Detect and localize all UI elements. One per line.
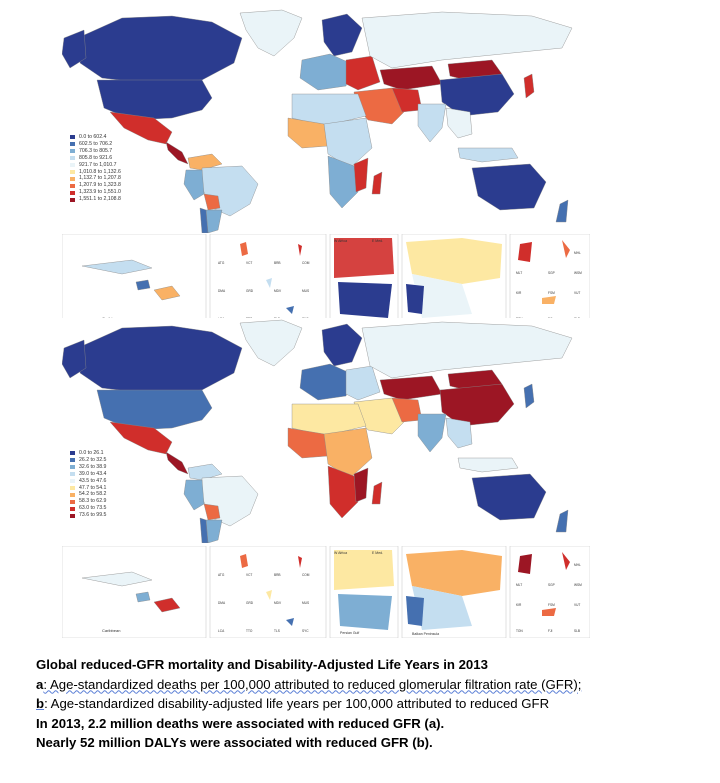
india-shape bbox=[418, 104, 446, 142]
legend-a bbox=[70, 134, 121, 203]
legend-label: 32.6 to 38.9 bbox=[79, 463, 107, 470]
legend-swatch bbox=[70, 177, 75, 181]
inset-panels-b bbox=[62, 546, 590, 638]
legend-item bbox=[70, 155, 121, 162]
island-label: KIR bbox=[516, 291, 522, 295]
legend-label: 54.2 to 58.2 bbox=[79, 491, 107, 498]
w-africa-label: W Africa bbox=[334, 551, 348, 555]
svg-text:Balkan Peninsula: Balkan Peninsula bbox=[412, 632, 440, 636]
legend-label: 0.0 to 26.1 bbox=[79, 450, 104, 456]
island-label: WSM bbox=[574, 583, 582, 587]
island-label: FSM bbox=[548, 291, 555, 295]
legend-label: 73.6 to 99.5 bbox=[79, 512, 107, 519]
island-label: GRD bbox=[246, 601, 254, 605]
figure-caption bbox=[36, 655, 696, 753]
island-label: SYC bbox=[302, 629, 309, 633]
island-label: SGP bbox=[548, 271, 555, 275]
legend-item bbox=[70, 457, 106, 464]
caption-line-b: b: Age-standardized disability-adjusted life years per 100,000 attributed to reduced GFR bbox=[36, 696, 550, 712]
argentina-shape bbox=[206, 210, 222, 233]
legend-swatch bbox=[70, 493, 75, 497]
island-label: TLS bbox=[274, 629, 280, 633]
legend-label: 63.0 to 73.5 bbox=[79, 505, 107, 512]
legend-swatch bbox=[70, 486, 75, 490]
legend-swatch bbox=[70, 184, 75, 188]
legend-swatch bbox=[70, 142, 75, 146]
island-label: COM bbox=[302, 573, 310, 577]
greenland-shape bbox=[240, 10, 302, 56]
island-label: DMA bbox=[218, 289, 226, 293]
legend-item bbox=[70, 478, 106, 485]
canada-shape bbox=[80, 16, 242, 84]
caption-line-a: a: Age-standardized deaths per 100,000 attributed to reduced glomerular filtration rate (GFR); bbox=[36, 676, 582, 692]
madagascar-shape bbox=[372, 172, 382, 194]
legend-label: 921.7 to 1,010.7 bbox=[79, 161, 117, 168]
legend-label: 1,207.9 to 1,323.8 bbox=[79, 182, 121, 189]
legend-item bbox=[70, 505, 106, 512]
balkan-panel-a bbox=[402, 234, 506, 326]
island-label: MHL bbox=[574, 563, 581, 567]
western-europe-shape bbox=[300, 54, 352, 90]
caribbean-panel bbox=[62, 234, 206, 326]
se-asia-shape bbox=[446, 108, 472, 138]
island-label: TON bbox=[516, 629, 523, 633]
insets-b bbox=[62, 546, 590, 638]
legend-label: 1,551.1 to 2,108.8 bbox=[79, 196, 121, 203]
legend-swatch bbox=[70, 465, 75, 469]
island-label: VUT bbox=[574, 603, 581, 607]
island-label: BRB bbox=[274, 261, 281, 265]
kazakhstan-shape bbox=[380, 66, 442, 90]
legend-item bbox=[70, 182, 121, 189]
bolivia-shape bbox=[204, 194, 220, 210]
legend-label: 0.0 to 602.4 bbox=[79, 134, 107, 140]
eastern-europe-shape bbox=[346, 56, 380, 90]
new-zealand-shape bbox=[556, 200, 568, 222]
legend-swatch bbox=[70, 500, 75, 504]
mozambique-shape bbox=[354, 158, 368, 192]
island-label: DMA bbox=[218, 601, 226, 605]
legend-swatch bbox=[70, 507, 75, 511]
caption-dalys-line: Nearly 52 million DALYs were associated with reduced GFR (b). bbox=[36, 735, 433, 751]
legend-label: 26.2 to 32.5 bbox=[79, 456, 107, 463]
svg-text:Caribbean: Caribbean bbox=[102, 628, 121, 633]
japan-shape bbox=[524, 74, 534, 98]
legend-item bbox=[70, 141, 121, 148]
legend-swatch bbox=[70, 479, 75, 483]
island-label: MDV bbox=[274, 601, 282, 605]
legend-item bbox=[70, 196, 121, 203]
legend-swatch bbox=[70, 198, 75, 202]
island-label: MUS bbox=[302, 289, 310, 293]
pacific-panel-a bbox=[510, 234, 590, 326]
island-label: GRD bbox=[246, 289, 254, 293]
island-label: VCT bbox=[246, 261, 253, 265]
island-label: ATG bbox=[218, 573, 225, 577]
island-label: SGP bbox=[548, 583, 555, 587]
island-label: MHL bbox=[574, 251, 581, 255]
legend-label: 47.7 to 54.1 bbox=[79, 484, 107, 491]
island-label: WSM bbox=[574, 271, 582, 275]
legend-item bbox=[70, 175, 121, 182]
island-label: KIR bbox=[516, 603, 522, 607]
russia-shape bbox=[362, 12, 572, 68]
legend-item bbox=[70, 189, 121, 196]
legend-swatch bbox=[70, 156, 75, 160]
caption-title: Global reduced-GFR mortality and Disability-Adjusted Life Years in 2013 bbox=[36, 657, 488, 672]
legend-label: 706.3 to 805.7 bbox=[79, 147, 113, 154]
legend-label: 1,132.7 to 1,207.8 bbox=[79, 175, 121, 182]
island-label: LCA bbox=[218, 629, 225, 633]
island-label: VUT bbox=[574, 291, 581, 295]
island-label: VCT bbox=[246, 573, 253, 577]
legend-item bbox=[70, 498, 106, 505]
legend-swatch bbox=[70, 191, 75, 195]
legend-label: 1,010.8 to 1,132.6 bbox=[79, 168, 121, 175]
legend-item bbox=[70, 471, 106, 478]
australia-shape bbox=[472, 164, 546, 210]
e-med-label: E Med. bbox=[372, 239, 384, 243]
island-label: MLT bbox=[516, 583, 523, 587]
legend-label: 58.3 to 62.9 bbox=[79, 498, 107, 505]
island-label: FSM bbox=[548, 603, 555, 607]
legend-swatch bbox=[70, 458, 75, 462]
small-island-grid-a bbox=[210, 234, 326, 326]
caption-deaths-line: In 2013, 2.2 million deaths were associated with reduced GFR (a). bbox=[36, 715, 445, 731]
legend-item bbox=[70, 512, 106, 519]
inset-panels-a bbox=[62, 234, 590, 326]
legend-item bbox=[70, 464, 106, 471]
island-label: SLB bbox=[574, 629, 581, 633]
legend-swatch bbox=[70, 472, 75, 476]
mortality-map-a bbox=[62, 8, 590, 233]
legend-swatch bbox=[70, 149, 75, 153]
legend-swatch bbox=[70, 170, 75, 174]
island-label: MDV bbox=[274, 289, 282, 293]
legend-swatch bbox=[70, 163, 75, 167]
insets-a bbox=[62, 234, 590, 326]
indonesia-shape bbox=[458, 148, 518, 162]
scandinavia-shape bbox=[322, 14, 362, 56]
persian-gulf-panel-a bbox=[330, 234, 398, 326]
island-label: TTO bbox=[246, 629, 253, 633]
legend-swatch bbox=[70, 451, 75, 455]
legend-item bbox=[70, 148, 121, 155]
legend-item bbox=[70, 491, 106, 498]
peru-shape bbox=[184, 170, 204, 200]
svg-text:Persian Gulf: Persian Gulf bbox=[340, 631, 360, 635]
legend-item bbox=[70, 134, 121, 141]
island-label: ATG bbox=[218, 261, 225, 265]
island-label: MLT bbox=[516, 271, 523, 275]
legend-b bbox=[70, 450, 106, 519]
island-label: MUS bbox=[302, 601, 310, 605]
legend-label: 602.5 to 706.2 bbox=[79, 140, 113, 147]
daly-map-b bbox=[62, 318, 590, 543]
island-label: COM bbox=[302, 261, 310, 265]
world-choropleth-b bbox=[62, 318, 590, 543]
legend-swatch bbox=[70, 514, 75, 518]
e-med-label: E Med. bbox=[372, 551, 384, 555]
central-america-shape bbox=[166, 142, 188, 164]
island-label: FJI bbox=[548, 629, 553, 633]
w-africa-label: W Africa bbox=[334, 239, 348, 243]
legend-item bbox=[70, 450, 106, 457]
legend-label: 39.0 to 43.4 bbox=[79, 470, 107, 477]
legend-label: 1,323.9 to 1,551.0 bbox=[79, 189, 121, 196]
legend-label: 43.5 to 47.6 bbox=[79, 477, 107, 484]
island-label: BRB bbox=[274, 573, 281, 577]
legend-label: 805.8 to 921.6 bbox=[79, 154, 113, 161]
legend-swatch bbox=[70, 135, 75, 139]
legend-item bbox=[70, 162, 121, 169]
world-choropleth-a bbox=[62, 8, 590, 233]
legend-item bbox=[70, 485, 106, 492]
legend-item bbox=[70, 169, 121, 176]
